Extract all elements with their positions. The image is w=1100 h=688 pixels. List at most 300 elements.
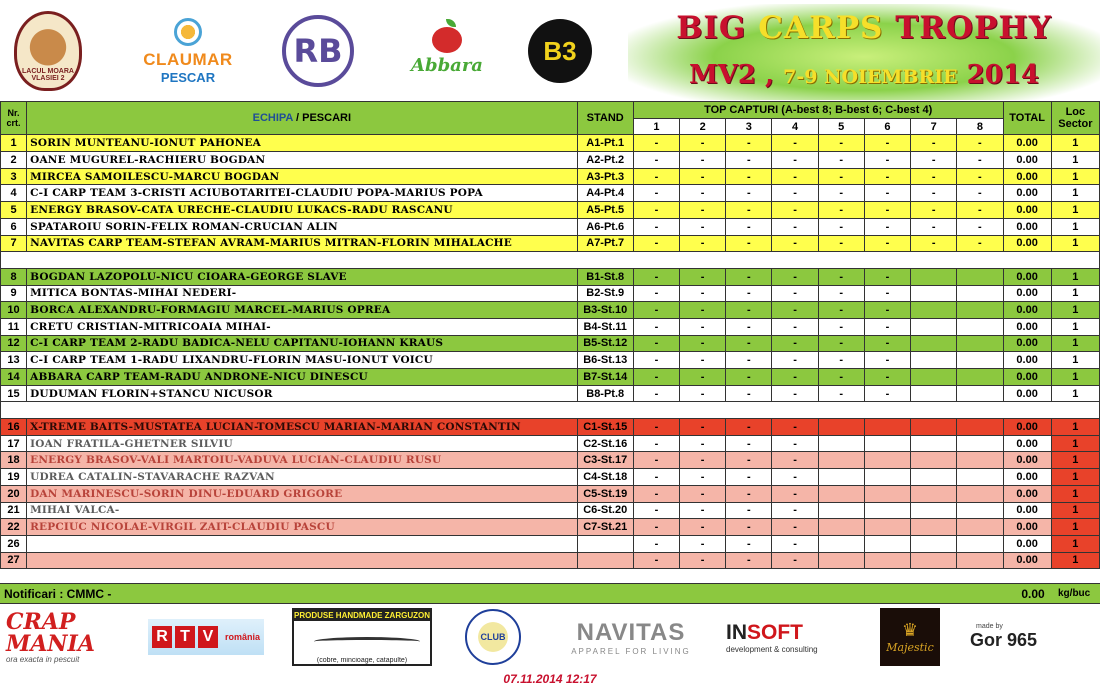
capture-cell: - xyxy=(633,452,679,469)
capture-cell: - xyxy=(726,435,772,452)
capture-cell: - xyxy=(864,168,910,185)
table-row xyxy=(1,485,1100,502)
capture-cell xyxy=(957,335,1003,352)
col-nr-header: Nr. crt. xyxy=(1,102,27,135)
total: 0.00 xyxy=(1003,469,1051,486)
row-number: 22 xyxy=(1,519,27,536)
capture-cell: - xyxy=(864,335,910,352)
total: 0.00 xyxy=(1003,135,1051,152)
capture-cell: - xyxy=(772,202,818,219)
team-name xyxy=(27,552,577,569)
zarguzon-title: PRODUSE HANDMADE ZARGUZON xyxy=(294,611,430,620)
capture-cell xyxy=(957,535,1003,552)
total: 0.00 xyxy=(1003,218,1051,235)
capture-cell: - xyxy=(957,202,1003,219)
total: 0.00 xyxy=(1003,152,1051,169)
capture-cell: - xyxy=(726,352,772,369)
table-row xyxy=(1,268,1100,285)
stand: A1-Pt.1 xyxy=(577,135,633,152)
capture-cell: - xyxy=(818,202,864,219)
team-name: UDREA CATALIN-STAVARACHE RAZVAN xyxy=(27,469,577,486)
capture-cell xyxy=(911,285,957,302)
trophy-title: BIG CARPS TROPHY xyxy=(676,10,1052,46)
row-number: 20 xyxy=(1,485,27,502)
table-row xyxy=(1,519,1100,536)
capture-cell: - xyxy=(726,185,772,202)
stand: B7-St.14 xyxy=(577,369,633,386)
capture-cell: - xyxy=(818,185,864,202)
sector-place: 1 xyxy=(1051,285,1099,302)
team-name: X-TREME BAITS-MUSTATEA LUCIAN-TOMESCU MARIAN-MARIAN CONSTANTIN xyxy=(27,419,577,436)
capture-cell: - xyxy=(633,318,679,335)
capture-cell: - xyxy=(864,185,910,202)
total: 0.00 xyxy=(1003,519,1051,536)
row-number: 10 xyxy=(1,302,27,319)
capture-cell xyxy=(864,502,910,519)
capture-cell xyxy=(818,435,864,452)
sector-place: 1 xyxy=(1051,168,1099,185)
capture-cell: - xyxy=(726,302,772,319)
catapult-icon xyxy=(294,621,430,657)
capture-cell: - xyxy=(633,185,679,202)
capture-cell: - xyxy=(864,218,910,235)
capture-cell: - xyxy=(818,352,864,369)
trophy-banner xyxy=(628,4,1100,100)
crap-mania-text: CRAP MANIA xyxy=(6,608,95,657)
sector-place: 1 xyxy=(1051,218,1099,235)
table-row xyxy=(1,302,1100,319)
capture-cell: - xyxy=(680,502,726,519)
table-row xyxy=(1,168,1100,185)
capture-cell: - xyxy=(726,152,772,169)
capture-cell: - xyxy=(772,168,818,185)
capture-cell: - xyxy=(911,152,957,169)
crap-mania-slogan: ora exacta in pescuit xyxy=(6,654,80,664)
table-row xyxy=(1,285,1100,302)
sector-place: 1 xyxy=(1051,318,1099,335)
capture-cell xyxy=(957,285,1003,302)
col-loc-header: Loc Sector xyxy=(1051,102,1099,135)
stand: C6-St.20 xyxy=(577,502,633,519)
table-row xyxy=(1,218,1100,235)
team-name: NAVITAS CARP TEAM-STEFAN AVRAM-MARIUS MITRAN-FLORIN MIHALACHE xyxy=(27,235,577,252)
capture-cell: - xyxy=(633,485,679,502)
capture-cell xyxy=(911,552,957,569)
capture-cell: - xyxy=(726,419,772,436)
separator-cell xyxy=(1,402,1100,419)
capture-cell: - xyxy=(772,485,818,502)
capture-cell xyxy=(957,352,1003,369)
row-number: 13 xyxy=(1,352,27,369)
capture-cell: - xyxy=(633,202,679,219)
capture-cell xyxy=(957,485,1003,502)
sector-place: 1 xyxy=(1051,302,1099,319)
sector-place: 1 xyxy=(1051,469,1099,486)
sector-place: 1 xyxy=(1051,202,1099,219)
capture-cell: - xyxy=(680,369,726,386)
capture-cell xyxy=(957,519,1003,536)
col-echipa-header: ECHIPA / PESCARI xyxy=(27,102,577,135)
sector-place: 1 xyxy=(1051,369,1099,386)
club-logo xyxy=(462,608,524,666)
zarguzon-logo xyxy=(292,608,432,666)
capture-cell: - xyxy=(726,485,772,502)
capture-cell: - xyxy=(864,302,910,319)
stand: A2-Pt.2 xyxy=(577,152,633,169)
total: 0.00 xyxy=(1003,352,1051,369)
capture-cell: - xyxy=(633,369,679,386)
capture-cell: - xyxy=(772,135,818,152)
capture-cell: - xyxy=(633,419,679,436)
capture-cell: - xyxy=(772,435,818,452)
capture-cell: - xyxy=(680,485,726,502)
row-number: 21 xyxy=(1,502,27,519)
sector-place: 1 xyxy=(1051,352,1099,369)
row-number: 4 xyxy=(1,185,27,202)
capture-cell xyxy=(864,469,910,486)
sector-place: 1 xyxy=(1051,552,1099,569)
insoft-slogan: development & consulting xyxy=(726,644,818,654)
fishing-club-logo xyxy=(8,8,88,94)
table-row xyxy=(1,135,1100,152)
capture-cell: - xyxy=(772,235,818,252)
capture-cell xyxy=(957,452,1003,469)
capture-cell: - xyxy=(726,452,772,469)
capture-cell xyxy=(957,469,1003,486)
capture-cell: - xyxy=(772,519,818,536)
total: 0.00 xyxy=(1003,268,1051,285)
table-row xyxy=(1,318,1100,335)
capture-cell xyxy=(911,419,957,436)
capture-cell: - xyxy=(726,268,772,285)
stand: A5-Pt.5 xyxy=(577,202,633,219)
team-name: SORIN MUNTEANU-IONUT PAHONEA xyxy=(27,135,577,152)
section-separator xyxy=(1,252,1100,269)
capture-cell: - xyxy=(957,135,1003,152)
capture-cell: - xyxy=(864,318,910,335)
capture-cell: - xyxy=(864,268,910,285)
table-row xyxy=(1,369,1100,386)
capture-cell xyxy=(957,435,1003,452)
capture-cell: - xyxy=(633,268,679,285)
capture-cell xyxy=(818,452,864,469)
stand: C5-St.19 xyxy=(577,485,633,502)
capture-cell xyxy=(864,419,910,436)
total: 0.00 xyxy=(1003,552,1051,569)
capture-cell: - xyxy=(818,335,864,352)
capture-col-header: 4 xyxy=(772,118,818,135)
capture-cell xyxy=(911,352,957,369)
sector-place: 1 xyxy=(1051,519,1099,536)
total: 0.00 xyxy=(1003,452,1051,469)
capture-cell: - xyxy=(633,302,679,319)
b3-logo xyxy=(526,8,594,94)
capture-cell xyxy=(911,318,957,335)
total: 0.00 xyxy=(1003,185,1051,202)
capture-cell: - xyxy=(772,302,818,319)
sector-place: 1 xyxy=(1051,235,1099,252)
row-number: 19 xyxy=(1,469,27,486)
capture-cell: - xyxy=(772,419,818,436)
row-number: 26 xyxy=(1,535,27,552)
capture-cell xyxy=(957,268,1003,285)
team-name: BORCA ALEXANDRU-FORMAGIU MARCEL-MARIUS OPREA xyxy=(27,302,577,319)
capture-cell: - xyxy=(726,385,772,402)
stand: A4-Pt.4 xyxy=(577,185,633,202)
total: 0.00 xyxy=(1003,385,1051,402)
capture-cell xyxy=(911,268,957,285)
navitas-slogan: APPAREL FOR LIVING xyxy=(571,646,691,656)
timestamp: 07.11.2014 12:17 xyxy=(503,672,597,686)
capture-cell: - xyxy=(633,435,679,452)
team-name: ABBARA CARP TEAM-RADU ANDRONE-NICU DINESCU xyxy=(27,369,577,386)
capture-cell xyxy=(957,552,1003,569)
capture-cell: - xyxy=(633,218,679,235)
capture-cell xyxy=(957,369,1003,386)
capture-cell: - xyxy=(772,268,818,285)
row-number: 14 xyxy=(1,369,27,386)
capture-cell: - xyxy=(957,152,1003,169)
stand: C3-St.17 xyxy=(577,452,633,469)
majestic-box xyxy=(880,608,940,666)
section-separator xyxy=(1,402,1100,419)
capture-cell: - xyxy=(772,318,818,335)
capture-col-header: 7 xyxy=(911,118,957,135)
capture-cell xyxy=(818,535,864,552)
capture-cell: - xyxy=(726,552,772,569)
capture-cell xyxy=(957,419,1003,436)
team-name: C-I CARP TEAM 2-RADU BADICA-NELU CAPITANU-IOHANN KRAUS xyxy=(27,335,577,352)
sector-place: 1 xyxy=(1051,135,1099,152)
table-row xyxy=(1,552,1100,569)
sector-place: 1 xyxy=(1051,535,1099,552)
capture-cell: - xyxy=(911,168,957,185)
capture-cell: - xyxy=(726,469,772,486)
capture-cell: - xyxy=(680,352,726,369)
majestic-text: Majestic xyxy=(886,641,934,654)
capture-cell: - xyxy=(726,369,772,386)
notifications-bar xyxy=(0,583,1100,604)
capture-cell: - xyxy=(864,152,910,169)
insoft-text: INSOFT xyxy=(726,620,803,644)
claumar-line1: CLAUMAR xyxy=(143,49,233,69)
capture-cell: - xyxy=(818,302,864,319)
capture-cell: - xyxy=(633,552,679,569)
b3-icon: B3 xyxy=(528,19,592,83)
row-number: 16 xyxy=(1,419,27,436)
capture-cell: - xyxy=(818,235,864,252)
capture-cell: - xyxy=(818,268,864,285)
capture-cell: - xyxy=(818,369,864,386)
table-row xyxy=(1,419,1100,436)
capture-cell xyxy=(911,435,957,452)
capture-cell xyxy=(911,385,957,402)
capture-cell: - xyxy=(818,152,864,169)
capture-cell: - xyxy=(680,318,726,335)
stand xyxy=(577,535,633,552)
capture-cell: - xyxy=(680,168,726,185)
total: 0.00 xyxy=(1003,168,1051,185)
table-row xyxy=(1,502,1100,519)
capture-cell: - xyxy=(957,168,1003,185)
trophy-subtitle: MV2 , 7-9 NOIEMBRIE 2014 xyxy=(688,60,1040,90)
capture-cell: - xyxy=(772,218,818,235)
stand: C4-St.18 xyxy=(577,469,633,486)
capture-cell: - xyxy=(772,385,818,402)
capture-cell: - xyxy=(726,335,772,352)
sponsors-strip xyxy=(0,604,1100,670)
sector-place: 1 xyxy=(1051,485,1099,502)
table-row xyxy=(1,535,1100,552)
team-name: C-I CARP TEAM 3-CRISTI ACIUBOTARITEI-CLAUDIU POPA-MARIUS POPA xyxy=(27,185,577,202)
capture-cell xyxy=(911,335,957,352)
capture-cell: - xyxy=(911,218,957,235)
insoft-logo xyxy=(726,608,862,666)
capture-cell xyxy=(957,502,1003,519)
rtv-letter-r: R xyxy=(152,626,172,648)
sector-place: 1 xyxy=(1051,502,1099,519)
team-name: DUDUMAN FLORIN+STANCU NICUSOR xyxy=(27,385,577,402)
capture-cell: - xyxy=(864,369,910,386)
capture-cell: - xyxy=(726,519,772,536)
capture-cell: - xyxy=(818,318,864,335)
capture-col-header: 6 xyxy=(864,118,910,135)
claumar-line2: PESCAR xyxy=(160,69,216,85)
capture-cell: - xyxy=(633,385,679,402)
rb-logo xyxy=(280,8,356,94)
capture-cell xyxy=(911,535,957,552)
team-name: C-I CARP TEAM 1-RADU LIXANDRU-FLORIN MASU-IONUT VOICU xyxy=(27,352,577,369)
total: 0.00 xyxy=(1003,235,1051,252)
capture-cell: - xyxy=(680,469,726,486)
capture-cell: - xyxy=(726,285,772,302)
capture-cell xyxy=(818,519,864,536)
row-number: 3 xyxy=(1,168,27,185)
row-number: 8 xyxy=(1,268,27,285)
separator-cell xyxy=(1,252,1100,269)
capture-cell: - xyxy=(680,268,726,285)
capture-cell xyxy=(818,469,864,486)
capture-cell: - xyxy=(633,135,679,152)
stand: B8-Pt.8 xyxy=(577,385,633,402)
capture-cell xyxy=(818,502,864,519)
gor965-text: Gor 965 xyxy=(970,630,1038,650)
row-number: 5 xyxy=(1,202,27,219)
table-row xyxy=(1,385,1100,402)
row-number: 11 xyxy=(1,318,27,335)
capture-cell: - xyxy=(633,469,679,486)
total: 0.00 xyxy=(1003,419,1051,436)
stand xyxy=(577,552,633,569)
capture-cell: - xyxy=(911,135,957,152)
navitas-logo xyxy=(566,608,696,666)
stand: C2-St.16 xyxy=(577,435,633,452)
capture-cell xyxy=(864,452,910,469)
stand: A7-Pt.7 xyxy=(577,235,633,252)
sector-place: 1 xyxy=(1051,385,1099,402)
team-name: BOGDAN LAZOPOLU-NICU CIOARA-GEORGE SLAVE xyxy=(27,268,577,285)
abbara-logo xyxy=(404,8,490,94)
capture-col-header: 1 xyxy=(633,118,679,135)
total: 0.00 xyxy=(1003,535,1051,552)
capture-cell: - xyxy=(680,519,726,536)
capture-cell xyxy=(957,318,1003,335)
capture-cell: - xyxy=(772,469,818,486)
capture-cell: - xyxy=(680,285,726,302)
fishing-club-name: LACUL MOARA VLASIEI 2 xyxy=(22,68,74,82)
stand: A6-Pt.6 xyxy=(577,218,633,235)
notifications-unit: kg/buc xyxy=(1058,588,1091,599)
capture-cell: - xyxy=(772,185,818,202)
total: 0.00 xyxy=(1003,335,1051,352)
row-number: 15 xyxy=(1,385,27,402)
capture-cell: - xyxy=(911,235,957,252)
capture-cell: - xyxy=(818,135,864,152)
table-row xyxy=(1,452,1100,469)
total: 0.00 xyxy=(1003,202,1051,219)
stand: B3-St.10 xyxy=(577,302,633,319)
capture-cell: - xyxy=(680,135,726,152)
capture-col-header: 8 xyxy=(957,118,1003,135)
total: 0.00 xyxy=(1003,502,1051,519)
stand: B1-St.8 xyxy=(577,268,633,285)
team-name: REPCIUC NICOLAE-VIRGIL ZAIT-CLAUDIU PASCU xyxy=(27,519,577,536)
rtv-country: românia xyxy=(224,632,260,642)
sector-place: 1 xyxy=(1051,419,1099,436)
capture-cell xyxy=(818,485,864,502)
sector-place: 1 xyxy=(1051,185,1099,202)
row-number: 7 xyxy=(1,235,27,252)
stand: C1-St.15 xyxy=(577,419,633,436)
total: 0.00 xyxy=(1003,369,1051,386)
capture-cell: - xyxy=(680,385,726,402)
capture-cell: - xyxy=(633,519,679,536)
stand: B5-St.12 xyxy=(577,335,633,352)
total: 0.00 xyxy=(1003,485,1051,502)
row-number: 6 xyxy=(1,218,27,235)
capture-cell xyxy=(911,302,957,319)
capture-cell xyxy=(911,519,957,536)
capture-cell xyxy=(911,502,957,519)
header xyxy=(0,0,1100,100)
row-number: 12 xyxy=(1,335,27,352)
capture-cell: - xyxy=(726,318,772,335)
capture-cell: - xyxy=(772,152,818,169)
fish-badge-icon xyxy=(14,11,82,91)
capture-col-header: 2 xyxy=(680,118,726,135)
capture-cell: - xyxy=(772,369,818,386)
capture-cell: - xyxy=(680,419,726,436)
stand: C7-St.21 xyxy=(577,519,633,536)
capture-cell: - xyxy=(680,152,726,169)
gor965-madeby: made by xyxy=(976,623,1003,630)
gor965-logo xyxy=(970,608,1092,666)
capture-cell xyxy=(911,469,957,486)
capture-cell xyxy=(864,552,910,569)
capture-cell xyxy=(818,419,864,436)
capture-cell xyxy=(864,519,910,536)
capture-cell xyxy=(911,485,957,502)
capture-cell: - xyxy=(633,168,679,185)
table-body xyxy=(1,135,1100,569)
capture-cell: - xyxy=(726,235,772,252)
team-name: MIRCEA SAMOILESCU-MARCU BOGDAN xyxy=(27,168,577,185)
capture-cell: - xyxy=(633,235,679,252)
capture-cell: - xyxy=(772,552,818,569)
team-name: IOAN FRATILA-GHETNER SILVIU xyxy=(27,435,577,452)
capture-cell: - xyxy=(633,352,679,369)
navitas-text: NAVITAS xyxy=(576,618,686,646)
